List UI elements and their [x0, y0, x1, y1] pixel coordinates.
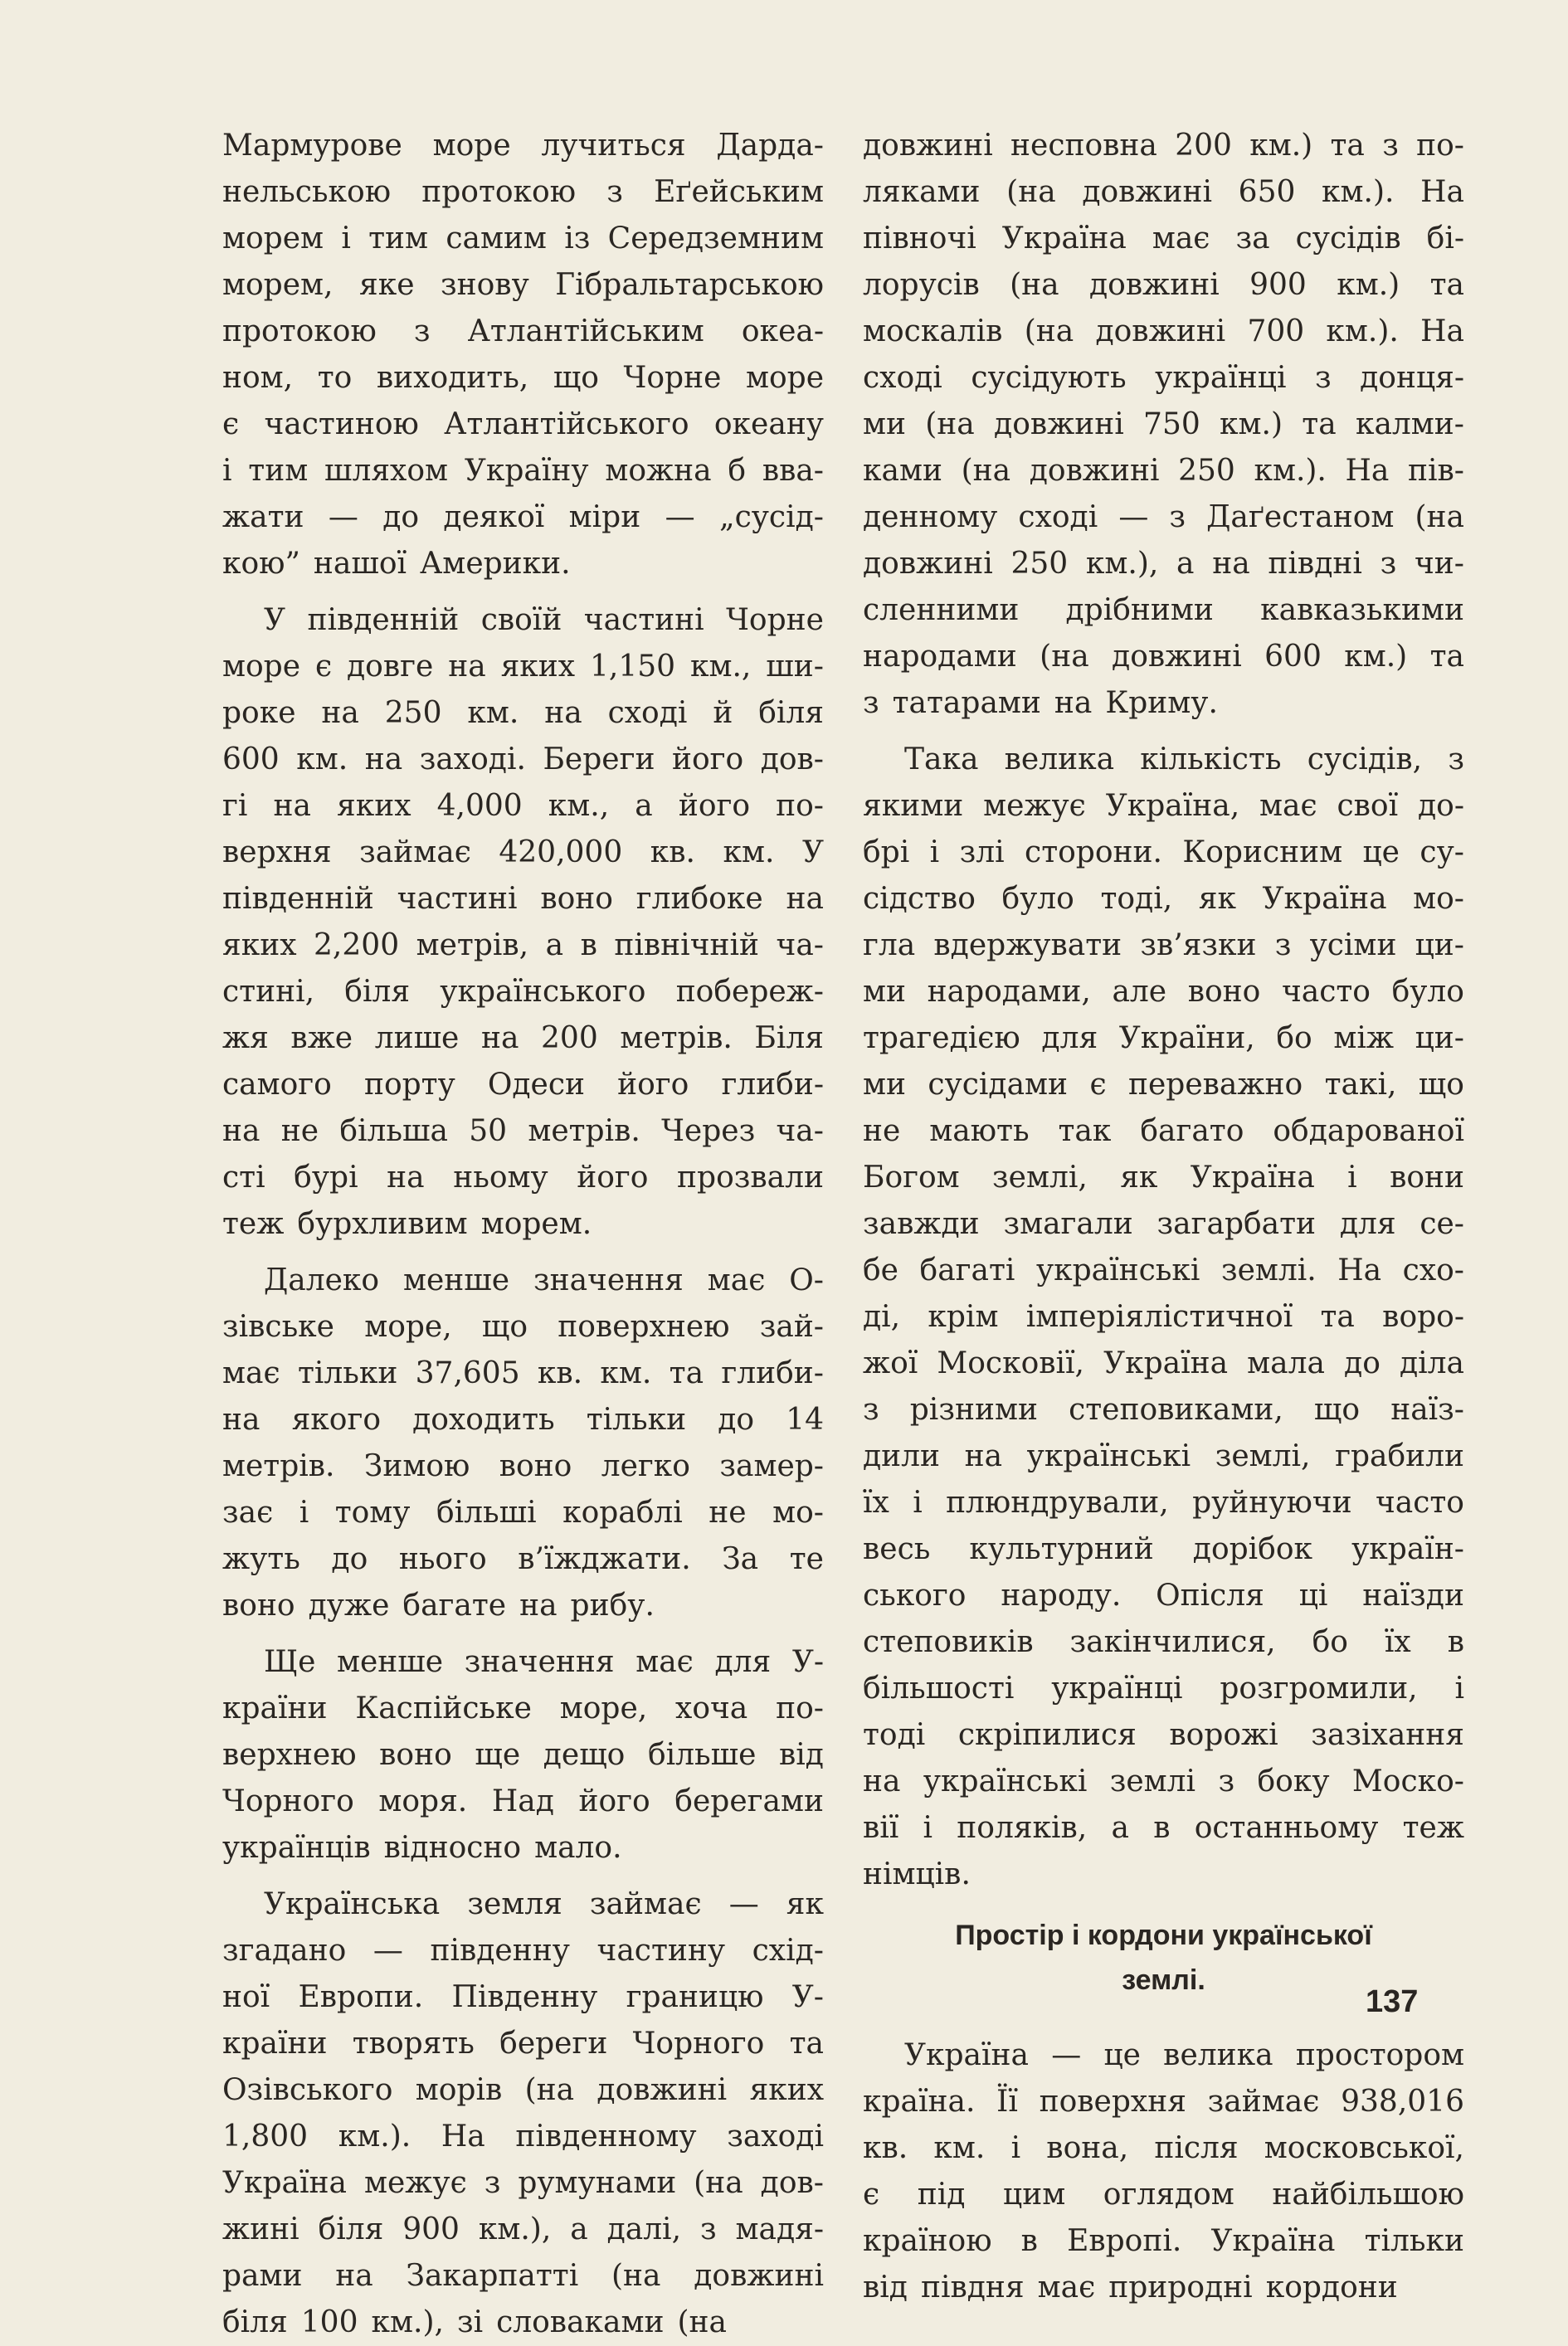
text-line: Україна — це велика простором — [904, 2038, 1464, 2072]
text-line: ном, то виходить, що Чорне море — [222, 361, 824, 395]
text-line: сті бурі на ньому його прозвали — [222, 1161, 824, 1195]
text-line: країна. Її поверхня займає 938,016 — [863, 2085, 1464, 2119]
paragraph — [222, 1881, 824, 2346]
text-line: зає і тому більші кораблі не мо- — [222, 1496, 824, 1530]
text-line: довжині 250 км.), а на півдні з чи- — [863, 547, 1464, 581]
text-line: верхнею воно ще дещо більше від — [222, 1738, 824, 1772]
text-line: 1,800 км.). На південному заході — [222, 2120, 824, 2154]
text-line: денному сході — з Даґестаном (на — [863, 500, 1464, 534]
text-line: морем і тим самим із Середземним — [222, 221, 824, 256]
text-line: країною в Европі. Україна тільки — [863, 2224, 1464, 2258]
text-line: дили на українські землі, грабили — [863, 1439, 1464, 1473]
page-number: 137 — [1366, 1984, 1419, 2019]
text-line: південній частині воно глибоке на — [222, 882, 824, 916]
text-line: теж бурхливим морем. — [222, 1207, 592, 1241]
text-line: рами на Закарпатті (на довжині — [222, 2259, 824, 2293]
text-line: більшості українці розгромили, і — [863, 1672, 1464, 1706]
text-line: жя вже лише на 200 метрів. Біля — [222, 1021, 824, 1055]
text-line: на не більша 50 метрів. Через ча- — [222, 1114, 824, 1148]
text-line: жої Московії, Україна мала до діла — [863, 1346, 1464, 1380]
text-line: вії і поляків, а в останньому теж — [863, 1811, 1464, 1845]
paragraph — [222, 597, 824, 1248]
text-line: роке на 250 км. на сході й біля — [222, 696, 824, 730]
text-line: Далеко менше значення має О- — [264, 1263, 824, 1297]
text-line: гі на яких 4,000 км., а його по- — [222, 789, 824, 823]
text-line: кв. км. і вона, після московської, — [863, 2131, 1464, 2165]
text-line: стині, біля українського побереж- — [222, 975, 824, 1009]
text-line: нельською протокою з Еґейським — [222, 175, 824, 209]
text-line: ками (на довжині 250 км.). На пів- — [863, 454, 1464, 488]
text-line: і тим шляхом Україну можна б вва- — [222, 454, 824, 488]
paragraph — [863, 123, 1464, 727]
text-line: кою” нашої Америки. — [222, 547, 571, 581]
heading-line: землі. — [1122, 1964, 1205, 1996]
text-line: має тільки 37,605 кв. км. та глиби- — [222, 1356, 824, 1390]
text-line: самого порту Одеси його глиби- — [222, 1068, 824, 1102]
paragraph — [222, 1258, 824, 1629]
text-line: ді, крім імперіялістичної та воро- — [863, 1300, 1464, 1334]
text-line: море є довге на яких 1,150 км., ши- — [222, 650, 824, 684]
text-line: лорусів (на довжині 900 км.) та — [863, 268, 1464, 302]
text-line: ми (на довжині 750 км.) та калми- — [863, 407, 1464, 441]
text-line: є під цим оглядом найбільшою — [863, 2178, 1464, 2212]
text-line: якими межує Україна, має свої до- — [863, 789, 1464, 823]
text-line: жати — до деякої міри — „сусід- — [222, 500, 824, 534]
text-line: є частиною Атлантійського океану — [222, 407, 824, 441]
text-line: німців. — [863, 1857, 971, 1891]
text-line: тоді скріпилися ворожі зазіхання — [863, 1718, 1464, 1752]
text-line: степовиків закінчилися, бо їх в — [863, 1625, 1464, 1659]
text-line: на якого доходить тільки до 14 — [222, 1403, 824, 1437]
text-line: країни Каспійське море, хоча по- — [222, 1691, 824, 1725]
text-line: українців відносно мало. — [222, 1831, 622, 1865]
text-line: Українська земля займає — як — [264, 1887, 824, 1921]
text-line: брі і злі сторони. Корисним це су- — [863, 835, 1464, 869]
text-line: зівське море, що поверхнею зай- — [222, 1310, 824, 1344]
text-line: ми народами, але воно часто було — [863, 975, 1464, 1009]
text-line: жуть до нього в’їжджати. За те — [222, 1542, 824, 1576]
text-line: їх і плюндрували, руйнуючи часто — [863, 1486, 1464, 1520]
text-line: метрів. Зимою воно легко замер- — [222, 1449, 824, 1483]
text-line: Україна межує з румунами (на дов- — [222, 2166, 824, 2200]
text-line: від півдня має природні кордони — [863, 2271, 1398, 2305]
paragraph — [222, 123, 824, 587]
text-line: 600 км. на заході. Береги його дов- — [222, 742, 824, 776]
text-line: не мають так багато обдарованої — [863, 1114, 1464, 1148]
paragraph — [863, 737, 1464, 1898]
text-line: Богом землі, як Україна і вони — [863, 1161, 1464, 1195]
text-line: згадано — південну частину схід- — [222, 1934, 824, 1968]
heading-line: Простір і кордони української — [955, 1920, 1372, 1951]
text-line: яких 2,200 метрів, а в північній ча- — [222, 928, 824, 962]
paragraph — [863, 2032, 1464, 2311]
text-line: Чорного моря. Над його берегами — [222, 1784, 824, 1818]
text-line: протокою з Атлантійським океа- — [222, 314, 824, 348]
text-line: біля 100 км.), зі словаками (на — [222, 2305, 728, 2339]
text-line: воно дуже багате на рибу. — [222, 1589, 655, 1623]
right-column — [863, 123, 1464, 2311]
text-line: весь культурний дорібок україн- — [863, 1532, 1464, 1566]
text-line: на українські землі з боку Моско- — [863, 1764, 1464, 1798]
text-line: з різними степовиками, що наїз- — [863, 1393, 1464, 1427]
text-line: півночі Україна має за сусідів бі- — [863, 221, 1464, 256]
text-line: верхня займає 420,000 кв. км. У — [222, 835, 824, 869]
text-line: москалів (на довжині 700 км.). На — [863, 314, 1464, 348]
text-line: Така велика кількість сусідів, з — [904, 742, 1464, 776]
text-line: морем, яке знову Гібральтарською — [222, 268, 824, 302]
text-line: Ще менше значення має для У- — [264, 1645, 824, 1679]
text-line: ського народу. Опісля ці наїзди — [863, 1579, 1464, 1613]
text-line: жині біля 900 км.), а далі, з мадя- — [222, 2212, 824, 2246]
text-line: Мармурове море лучиться Дарда- — [222, 129, 824, 163]
text-line: довжині несповна 200 км.) та з по- — [863, 129, 1464, 163]
text-line: ляками (на довжині 650 км.). На — [863, 175, 1464, 209]
text-line: ної Европи. Південну границю У- — [222, 1980, 824, 2014]
text-line: народами (на довжині 600 км.) та — [863, 640, 1464, 674]
text-line: У південній своїй частині Чорне — [264, 603, 824, 637]
text-line: ми сусідами є переважно такі, що — [863, 1068, 1464, 1102]
text-line: гла вдержувати зв’язки з усіми ци- — [863, 928, 1464, 962]
text-line: трагедією для України, бо між ци- — [863, 1021, 1464, 1055]
left-column — [222, 123, 824, 2346]
paragraph — [222, 1639, 824, 1871]
text-line: сході сусідують українці з донця- — [863, 361, 1464, 395]
text-line: з татарами на Криму. — [863, 686, 1218, 720]
text-line: країни творять береги Чорного та — [222, 2027, 824, 2061]
text-line: сідство було тоді, як Україна мо- — [863, 882, 1464, 916]
text-line: бе багаті українські землі. На схо- — [863, 1253, 1464, 1287]
text-line: сленними дрібними кавказькими — [863, 593, 1464, 627]
text-line: завжди змагали загарбати для се- — [863, 1207, 1464, 1241]
text-line: Озівського морів (на довжині яких — [222, 2073, 824, 2107]
